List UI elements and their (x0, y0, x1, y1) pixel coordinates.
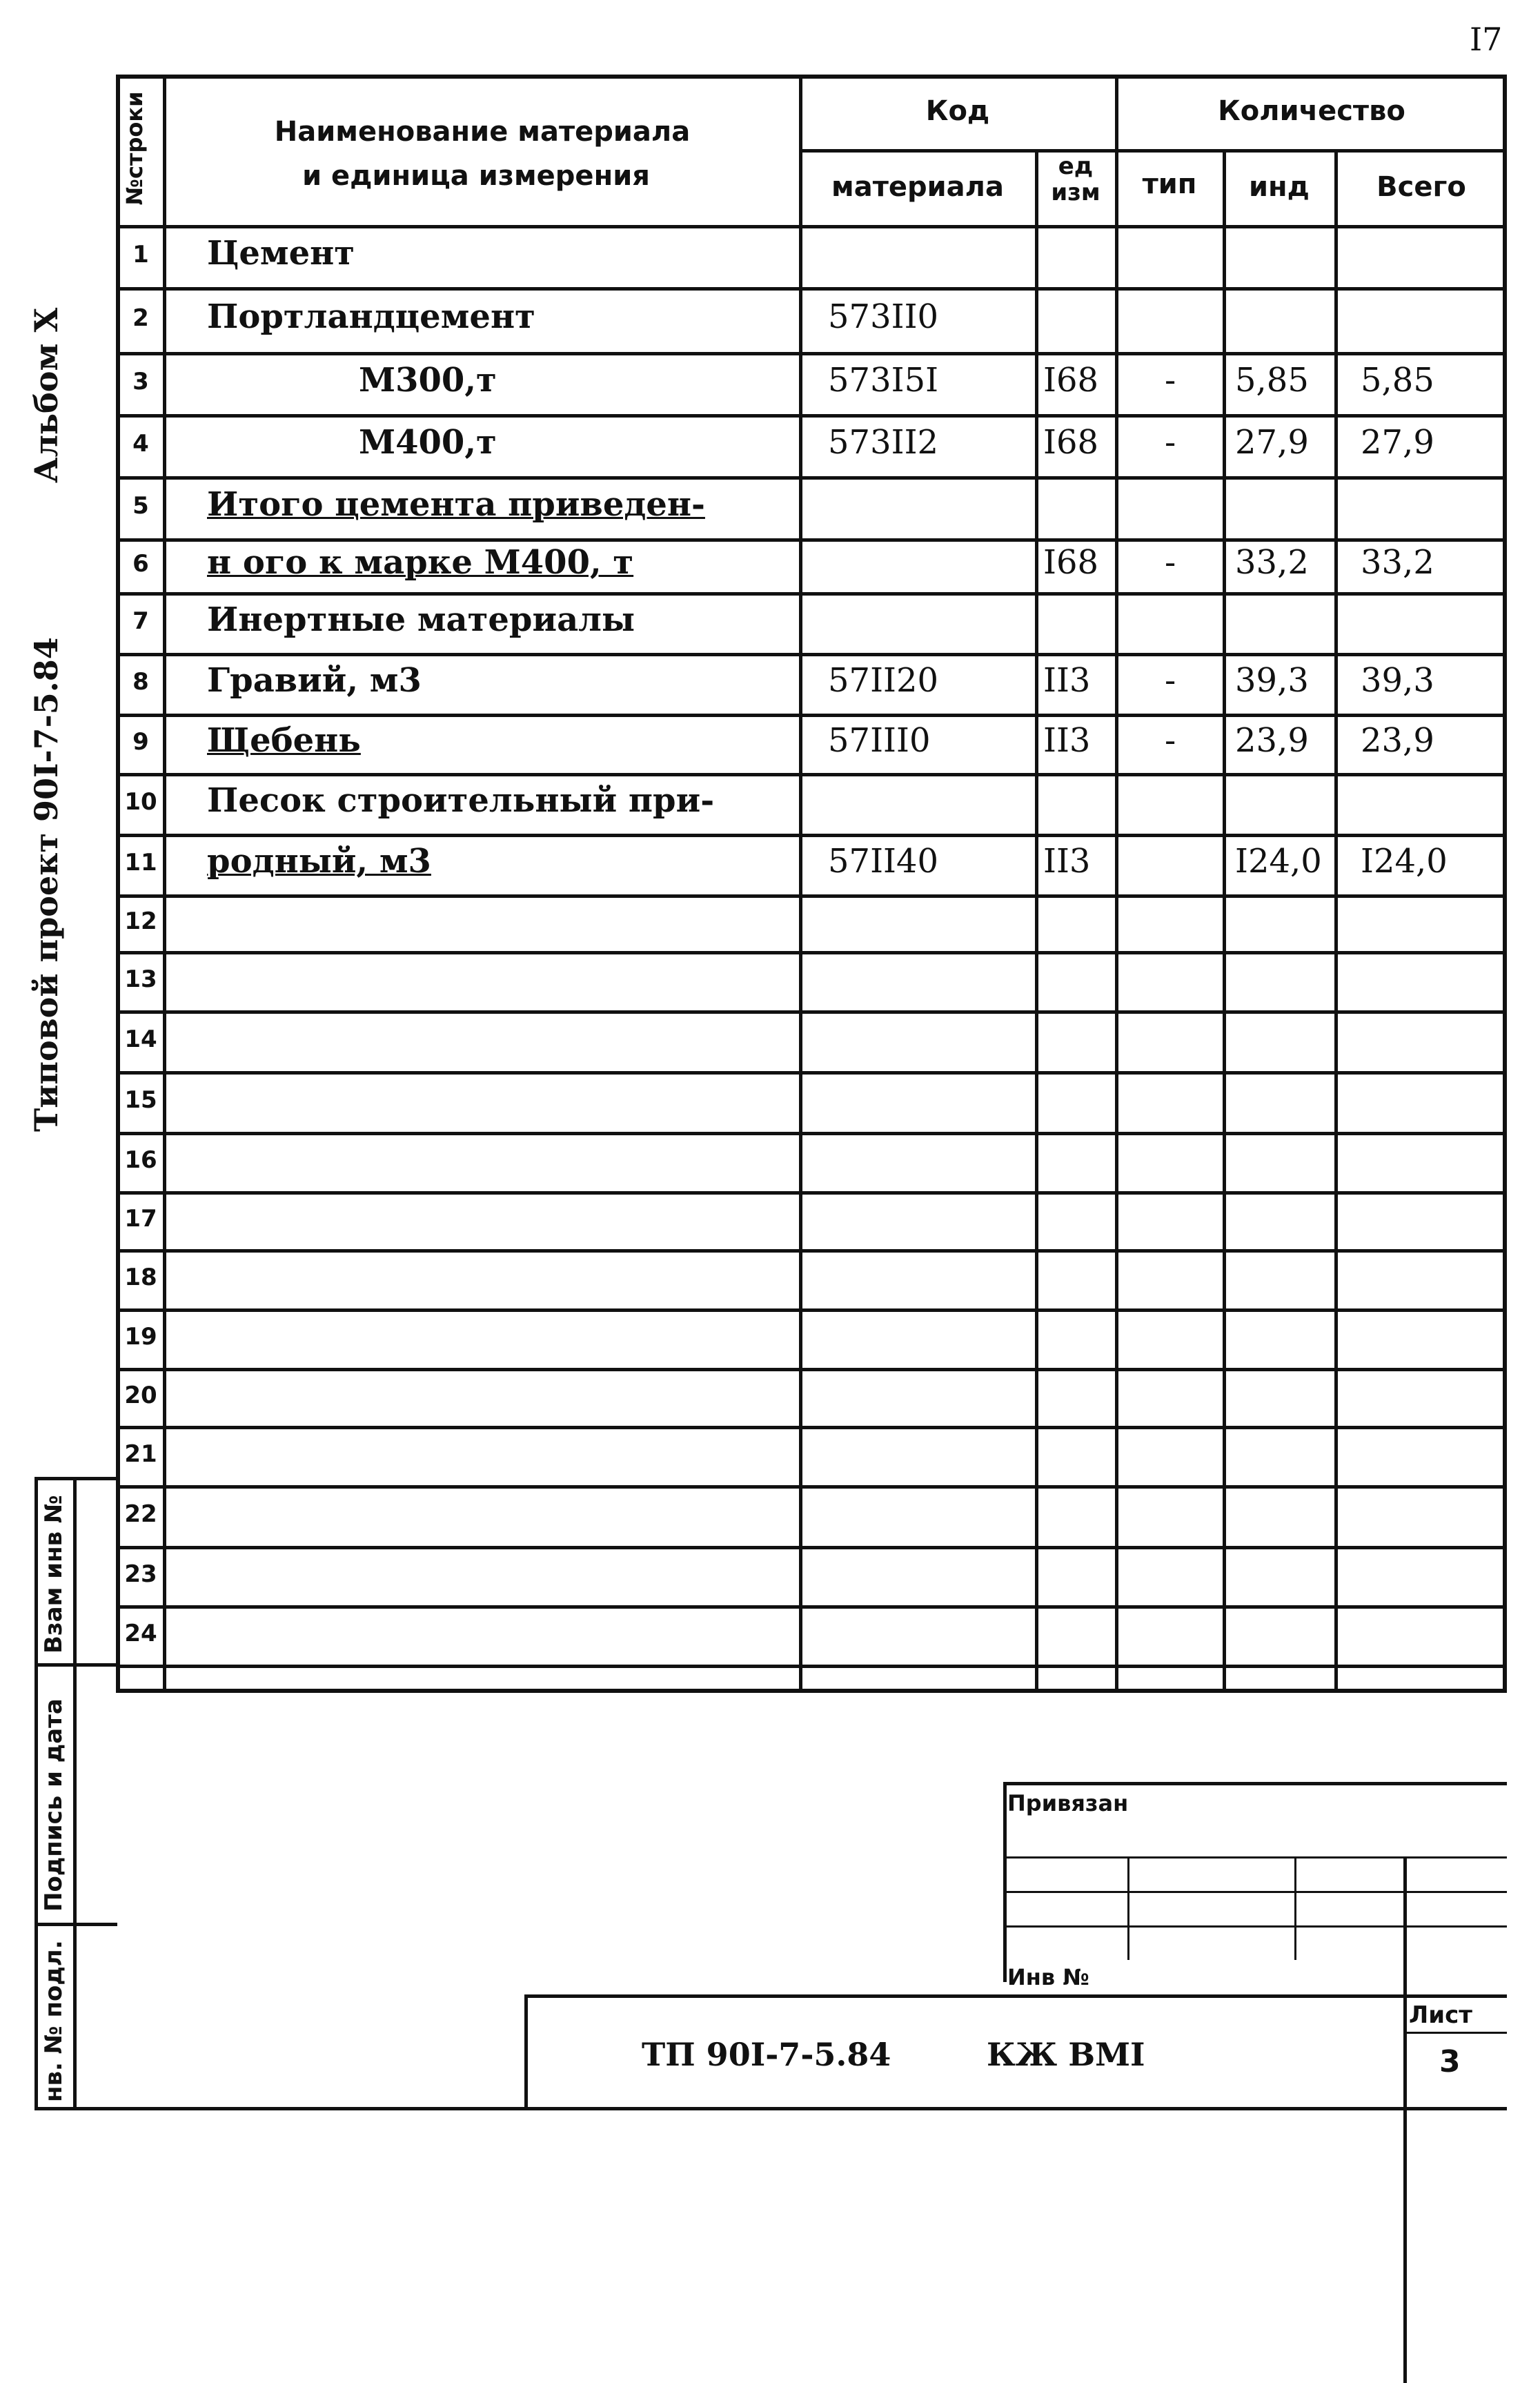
qty-total: 39,3 (1361, 661, 1434, 700)
doc-mark: КЖ ВМI (987, 2036, 1145, 2073)
row-divider (116, 894, 1507, 898)
material-name: Щебень (207, 721, 361, 760)
header-qty-ind: инд (1249, 171, 1310, 203)
header-code: Код (925, 95, 990, 127)
material-name: Цемент (207, 234, 355, 273)
row-divider (116, 538, 1507, 542)
album-title: Альбом X (28, 307, 65, 483)
row-divider (116, 1071, 1507, 1075)
qty-ind: 27,9 (1235, 423, 1309, 462)
row-number: 20 (124, 1382, 157, 1409)
unit-code: I68 (1043, 361, 1099, 400)
header-divider-right (800, 149, 1507, 153)
row-divider (116, 951, 1507, 954)
tb-line-2 (1003, 1891, 1507, 1893)
header-bottom-line (116, 225, 1507, 228)
unit-code: I68 (1043, 423, 1099, 462)
qty-ind: I24,0 (1235, 842, 1322, 881)
row-number: 17 (124, 1205, 157, 1233)
col-line-type (1223, 149, 1226, 1693)
tb-top-line (1003, 1782, 1507, 1785)
row-number: 10 (124, 788, 157, 816)
row-divider (116, 1485, 1507, 1489)
row-number: 13 (124, 965, 157, 993)
row-divider (116, 1191, 1507, 1195)
tb-v-1 (1127, 1856, 1129, 1960)
row-divider (116, 352, 1507, 355)
tb-line-1 (1003, 1856, 1507, 1859)
row-number: 16 (124, 1146, 157, 1174)
row-divider (116, 287, 1507, 291)
qty-type: - (1165, 361, 1176, 400)
row-divider (116, 714, 1507, 717)
row-number: 8 (132, 668, 149, 696)
stamp-div-2 (34, 1923, 117, 1926)
page-bottom-line (34, 2107, 1507, 2110)
project-title: Типовой проект 90I-7-5.84 (28, 637, 65, 1132)
material-name: Портландцемент (207, 297, 535, 336)
header-qty-type: тип (1142, 168, 1197, 200)
row-number: 2 (132, 304, 149, 332)
row-divider (116, 1426, 1507, 1429)
col-line-name (799, 75, 802, 1693)
col-line-ind (1334, 149, 1338, 1693)
qty-type: - (1165, 423, 1176, 462)
material-name: М300,т (359, 361, 497, 400)
row-divider (116, 1132, 1507, 1135)
row-number: 7 (132, 607, 149, 635)
header-quantity: Количество (1218, 95, 1405, 127)
tb-line-3 (1003, 1925, 1507, 1928)
row-number: 21 (124, 1440, 157, 1468)
qty-type: - (1165, 661, 1176, 700)
qty-total: 33,2 (1361, 543, 1434, 582)
row-number: 23 (124, 1560, 157, 1588)
row-number: 19 (124, 1323, 157, 1351)
row-number: 9 (132, 728, 149, 756)
row-divider (116, 773, 1507, 776)
material-name: Песок строительный при- (207, 781, 715, 820)
row-number: 24 (124, 1620, 157, 1647)
unit-code: II3 (1043, 721, 1091, 760)
qty-total: 27,9 (1361, 423, 1434, 462)
privyazan-label: Привязан (1007, 1790, 1129, 1816)
row-divider (116, 834, 1507, 837)
qty-ind: 5,85 (1235, 361, 1309, 400)
material-code: 57II40 (828, 842, 939, 881)
qty-ind: 23,9 (1235, 721, 1309, 760)
header-row-no: №строки (121, 91, 148, 206)
qty-total: 23,9 (1361, 721, 1434, 760)
stamp-div-1 (34, 1663, 117, 1667)
row-divider (116, 1605, 1507, 1609)
tb-main-top (524, 1994, 1507, 1998)
header-code-material: материала (831, 171, 1004, 203)
row-divider (116, 1308, 1507, 1312)
row-divider (116, 414, 1507, 418)
list-value: 3 (1439, 2044, 1461, 2079)
row-number: 14 (124, 1026, 157, 1053)
tb-main-left (524, 1994, 528, 2107)
qty-total: 5,85 (1361, 361, 1434, 400)
header-code-unit: ед изм (1051, 153, 1100, 206)
row-number: 5 (132, 492, 149, 520)
row-number: 18 (124, 1264, 157, 1291)
header-name-line2: и единица измерения (302, 160, 650, 192)
stamp-left-outer (34, 1477, 38, 2107)
row-divider (116, 1546, 1507, 1549)
row-divider (116, 653, 1507, 656)
unit-code: II3 (1043, 661, 1091, 700)
row-number: 22 (124, 1500, 157, 1528)
podpis-data-label: Подпись и дата (40, 1698, 68, 1912)
unit-code: II3 (1043, 842, 1091, 881)
row-divider (116, 1010, 1507, 1014)
row-number: 6 (132, 550, 149, 578)
unit-code: I68 (1043, 543, 1099, 582)
tb-list-divider (1403, 2032, 1507, 2034)
tb-v-3 (1403, 1856, 1407, 2383)
material-code: 573I5I (828, 361, 939, 400)
row-divider (116, 476, 1507, 480)
material-name: Гравий, м3 (207, 661, 422, 700)
list-label: Лист (1409, 2001, 1472, 2029)
col-line-unit (1115, 75, 1118, 1693)
row-number: 4 (132, 430, 149, 458)
qty-type: - (1165, 543, 1176, 582)
stamp-top (34, 1477, 117, 1480)
row-divider (116, 1665, 1507, 1668)
material-name: н ого к марке М400, т (207, 543, 634, 582)
doc-code: ТП 90I-7-5.84 (642, 2036, 891, 2073)
row-number: 11 (124, 849, 157, 876)
qty-ind: 33,2 (1235, 543, 1309, 582)
row-divider (116, 1249, 1507, 1253)
vzam-inv-label: Взам инв № (40, 1495, 68, 1654)
row-divider (116, 592, 1507, 596)
qty-total: I24,0 (1361, 842, 1448, 881)
page-number: I7 (1470, 21, 1503, 58)
tb-left-line (1003, 1782, 1007, 1982)
material-code: 573II0 (828, 297, 939, 336)
qty-ind: 39,3 (1235, 661, 1309, 700)
row-number: 12 (124, 908, 157, 935)
stamp-left-inner (73, 1477, 77, 2107)
row-number: 15 (124, 1086, 157, 1114)
row-number: 1 (132, 241, 149, 268)
material-name: М400,т (359, 423, 497, 462)
header-name-line1: Наименование материала (274, 116, 691, 148)
material-name: родный, м3 (207, 842, 431, 881)
header-qty-total: Всего (1376, 171, 1466, 203)
inv-podl-label: нв. № подл. (40, 1940, 68, 2102)
qty-type: - (1165, 721, 1176, 760)
tb-v-2 (1294, 1856, 1296, 1960)
material-name: Итого цемента приведен- (207, 485, 705, 524)
inv-no-label: Инв № (1007, 1964, 1089, 1990)
material-code: 57III0 (828, 721, 931, 760)
row-number: 3 (132, 368, 149, 395)
material-name: Инертные материалы (207, 600, 635, 639)
material-code: 57II20 (828, 661, 939, 700)
row-divider (116, 1368, 1507, 1371)
material-code: 573II2 (828, 423, 939, 462)
col-line-code (1035, 149, 1038, 1693)
